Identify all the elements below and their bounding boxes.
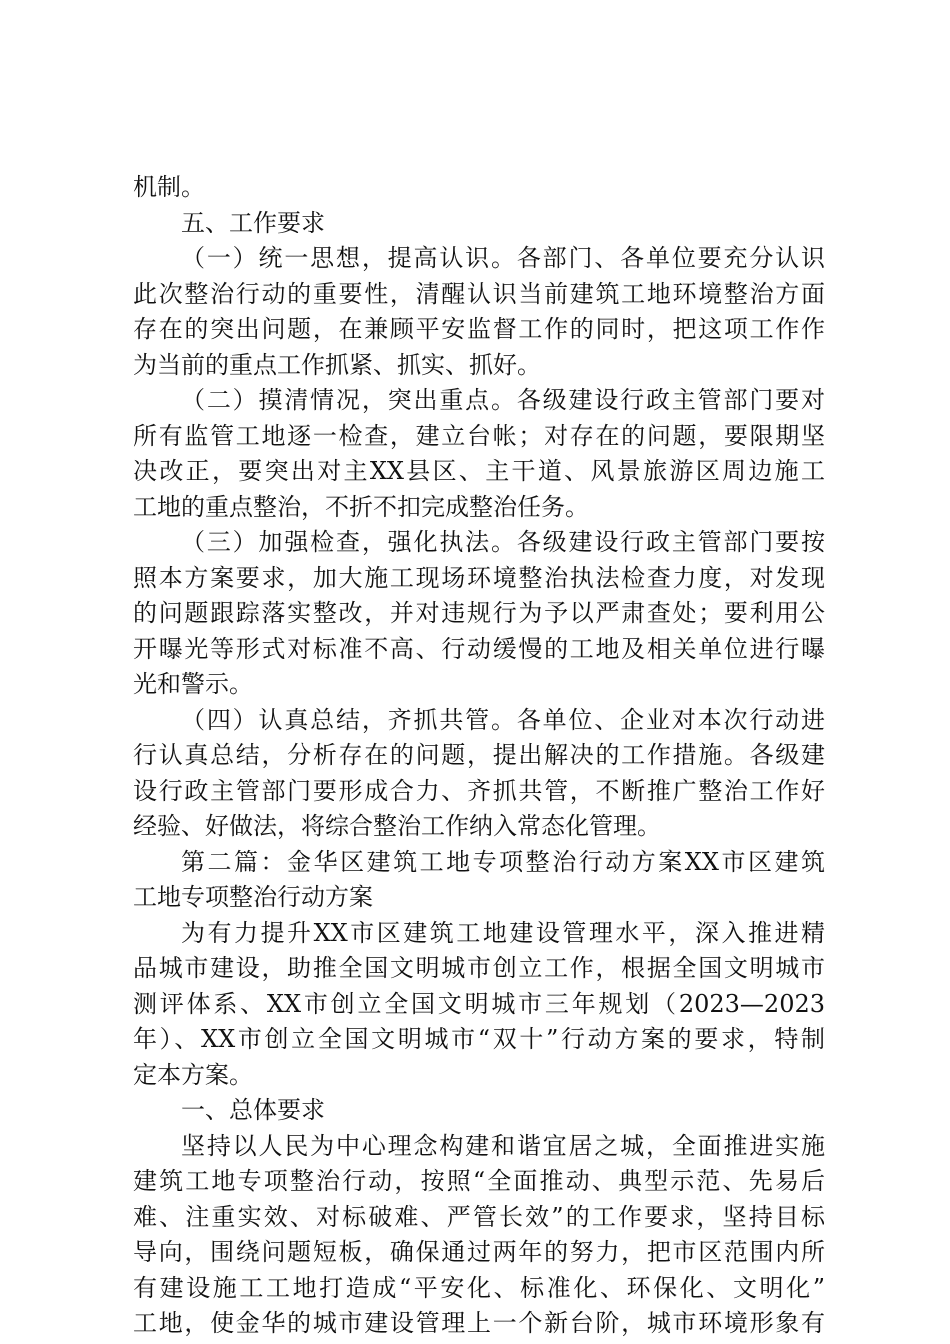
text-line: 所有监管工地逐一检查，建立台帐；对存在的问题，要限期坚 <box>133 421 825 450</box>
text-line: 存在的突出问题，在兼顾平安监督工作的同时，把这项工作作 <box>133 315 825 343</box>
text-line: （一）统一思想，提高认识。各部门、各单位要充分认识 <box>181 244 825 272</box>
text-line: （三）加强检查，强化执法。各级建设行政主管部门要按 <box>181 528 825 556</box>
text-line: 测评体系、XX市创立全国文明城市三年规划（2023—2023 <box>133 989 825 1018</box>
text-line: 工地，使金华的城市建设管理上一个新台阶，城市环境形象有 <box>133 1309 825 1337</box>
text-line: 年）、XX市创立全国文明城市“双十”行动方案的要求，特制 <box>133 1025 825 1053</box>
text-line: 为当前的重点工作抓紧、抓实、抓好。 <box>133 350 541 379</box>
text-line: 五、工作要求 <box>181 208 325 237</box>
text-line: 决改正，要突出对主XX县区、主干道、风景旅游区周边施工 <box>133 457 825 485</box>
text-line: 的问题跟踪落实整改，并对违规行为予以严肃查处；要利用公 <box>133 599 825 627</box>
text-line: 为有力提升XX市区建筑工地建设管理水平，深入推进精 <box>181 918 825 947</box>
text-line: 光和警示。 <box>133 670 253 698</box>
text-line: 有建设施工工地打造成“平安化、标准化、环保化、文明化” <box>133 1273 825 1302</box>
text-line: 工地专项整治行动方案 <box>133 883 373 911</box>
text-line: 工地的重点整治，不折不扣完成整治任务。 <box>133 492 589 521</box>
text-line: 品城市建设，助推全国文明城市创立工作，根据全国文明城市 <box>133 954 825 982</box>
text-line: 照本方案要求，加大施工现场环境整治执法检查力度，对发现 <box>133 563 825 592</box>
text-line: 建筑工地专项整治行动，按照“全面推动、典型示范、先易后 <box>133 1167 825 1195</box>
text-line: 难、注重实效、对标破难、严管长效”的工作要求，坚持目标 <box>133 1202 825 1231</box>
text-line: 此次整治行动的重要性，清醒认识当前建筑工地环境整治方面 <box>133 279 825 308</box>
text-line: 开曝光等形式对标准不高、行动缓慢的工地及相关单位进行曝 <box>133 634 825 663</box>
text-line: 机制。 <box>133 173 205 201</box>
text-line: （四）认真总结，齐抓共管。各单位、企业对本次行动进 <box>181 705 825 734</box>
text-line: （二）摸清情况，突出重点。各级建设行政主管部门要对 <box>181 386 825 414</box>
text-line: 坚持以人民为中心理念构建和谐宜居之城，全面推进实施 <box>181 1131 825 1160</box>
text-line: 经验、好做法，将综合整治工作纳入常态化管理。 <box>133 812 661 840</box>
text-line: 第二篇：金华区建筑工地专项整治行动方案XX市区建筑 <box>181 847 825 876</box>
text-line: 定本方案。 <box>133 1060 253 1089</box>
text-line: 导向，围绕问题短板，确保通过两年的努力，把市区范围内所 <box>133 1238 825 1266</box>
text-line: 一、总体要求 <box>181 1096 325 1124</box>
text-line: 设行政主管部门要形成合力、齐抓共管，不断推广整治工作好 <box>133 776 825 805</box>
text-line: 行认真总结，分析存在的问题，提出解决的工作措施。各级建 <box>133 741 825 769</box>
document-body <box>133 170 825 1342</box>
